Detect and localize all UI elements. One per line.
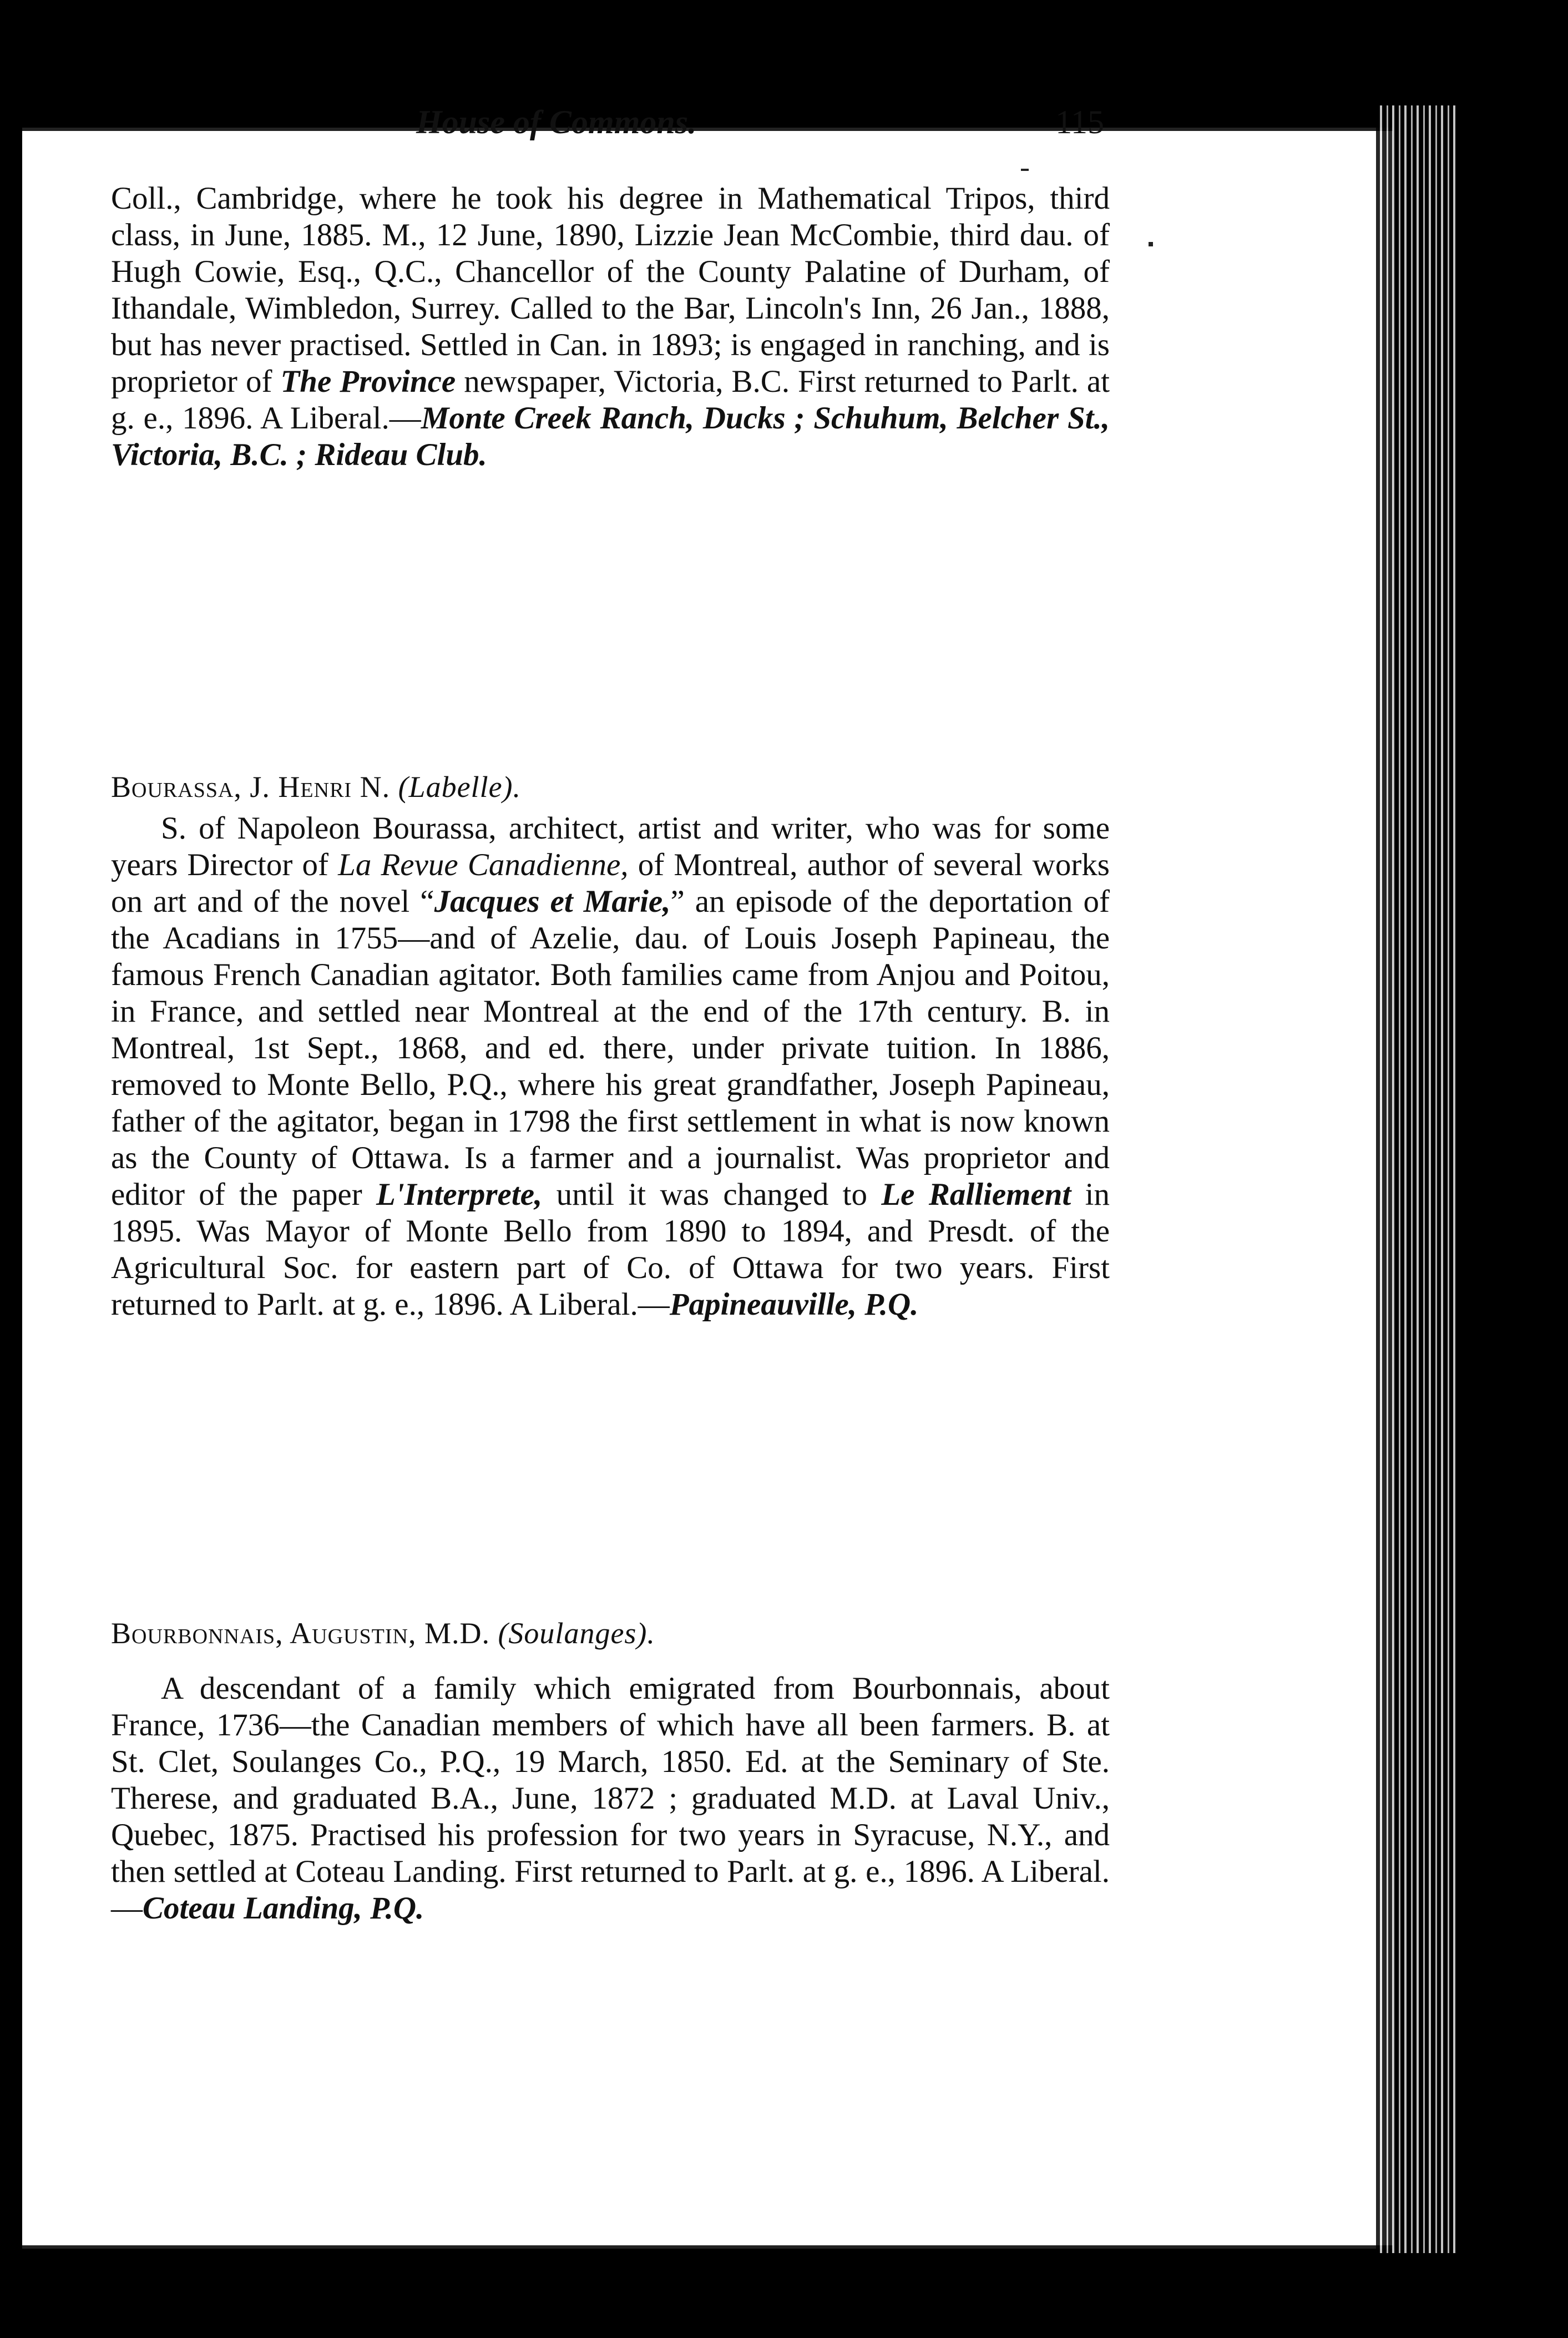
body-text: of Montreal, author of several works on art and of the novel “ (111, 847, 1110, 919)
newspaper-title: The Province (280, 364, 456, 399)
member-name: Bourbonnais, Augustin, M.D. (111, 1617, 490, 1650)
entry-body (111, 180, 1110, 473)
novel-title: Jacques et Marie, (434, 884, 671, 919)
entry-continuation (111, 180, 1110, 473)
body-text: in 1895. Was Mayor of Monte Bello from 1890 to 1894, and Presdt. of the Agricultural Soc. for eastern part of Co. of Ottawa for two years. First returned to Parlt. at g. e., 1896. A Liberal.— (111, 1177, 1110, 1322)
entry-name-line (111, 1615, 1110, 1652)
body-text: A descendant of a family which emigrated from Bourbonnais, about France, 1736—the Canadian members of which have all been farmers. B. at St. Clet, Soulanges Co., P.Q., 19 March, 1850. Ed. at the Seminary of Ste. Therese, and graduated B.A., June, 1872 ; graduated M.D. at Laval Univ., Quebec, 1875. Practised his profession for two years in Syracuse, N.Y., and then settled at Coteau Landing. First returned to Parlt. at g. e., 1896. A Liberal.— (111, 1671, 1110, 1926)
newspaper-title: Le Ralliement (881, 1177, 1071, 1212)
publication-title: La Revue Canadienne, (338, 847, 629, 882)
body-text: newspaper, Victoria, B.C. First returned to Parlt. at g. e., 1896. A Liberal.— (111, 364, 1110, 436)
address: Papineauville, P.Q. (669, 1287, 919, 1322)
entry-body (111, 810, 1110, 1323)
address: Monte Creek Ranch, Ducks ; Schuhum, Belcher St., Victoria, B.C. ; Rideau Club. (111, 401, 1110, 472)
entry-bourassa (111, 810, 1110, 1323)
ink-speck (1149, 242, 1153, 246)
constituency: (Soulanges). (498, 1617, 655, 1650)
constituency: (Labelle). (398, 770, 522, 804)
ink-speck (1021, 169, 1029, 171)
page-edges (1376, 105, 1459, 2253)
entry-heading (111, 769, 1110, 805)
body-text: ” an episode of the deportation of the Acadians in 1755—and of Azelie, dau. of Louis Joseph Papineau, the famous French Canadian agitator. Both families came from Anjou and Poitou, in France, and settled near Montreal at the end of the 17th century. B. in Montreal, 1st Sept., 1868, and ed. there, under private tuition. In 1886, removed to Monte Bello, P.Q., where his great grandfather, Joseph Papineau, father of the agitator, began in 1798 the first settlement in what is now known as the County of Ottawa. Is a farmer and a journalist. Was proprietor and editor of the paper (111, 884, 1110, 1212)
entry-body (111, 1670, 1110, 1927)
newspaper-title: L'Interprete, (376, 1177, 543, 1212)
entry-name-line (111, 769, 1110, 805)
address: Coteau Landing, P.Q. (143, 1891, 424, 1926)
member-name: Bourassa, J. Henri N. (111, 770, 391, 804)
page-number: 115 (1055, 104, 1104, 140)
entry-bourbonnais (111, 1670, 1110, 1927)
body-text: Coll., Cambridge, where he took his degree in Mathematical Tripos, third class, in June, 1885. M., 12 June, 1890, Lizzie Jean McCombie, third dau. of Hugh Cowie, Esq., Q.C., Chancellor of the County Palatine of Durham, of Ithandale, Wimbledon, Surrey. Called to the Bar, Lincoln's Inn, 26 Jan., 1888, but has never practised. Settled in Can. in 1893; is engaged in ranching, and is proprietor of (111, 181, 1110, 399)
running-header (117, 105, 1104, 139)
page-title: House of Commons. (416, 104, 697, 140)
body-text: until it was changed to (542, 1177, 882, 1212)
entry-heading (111, 1615, 1110, 1652)
body-text: S. of Napoleon Bourassa, architect, artist and writer, who was for some years Director of (111, 811, 1110, 882)
